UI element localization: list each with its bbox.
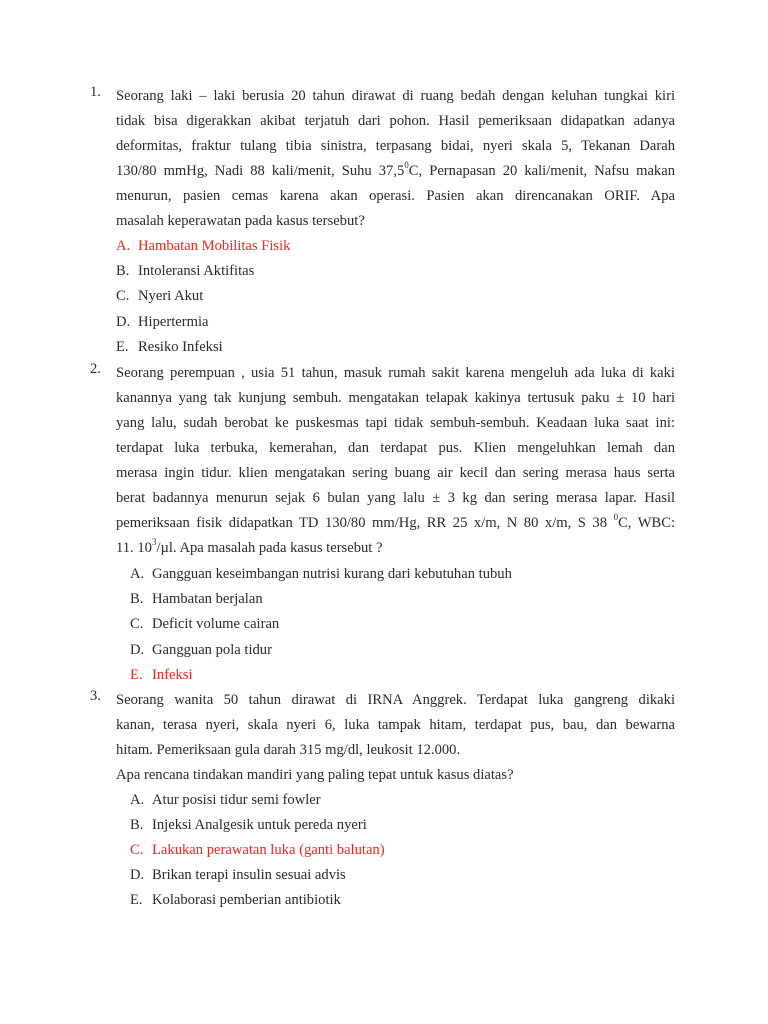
stem-line: tidak bisa digerakkan akibat terjatuh dari pohon. Hasil pemeriksaan didapatkan adanya (116, 113, 675, 129)
option-text: Gangguan keseimbangan nutrisi kurang dari kebutuhan tubuh (152, 566, 512, 582)
option-text: Atur posisi tidur semi fowler (152, 792, 321, 808)
option-letter: B. (130, 591, 144, 607)
stem-line: deformitas, fraktur tulang tibia sinistra, terpasang bidai, nyeri skala 5, Tekanan Darah (116, 138, 675, 154)
question-stem (116, 688, 675, 788)
option-text: Hambatan berjalan (152, 591, 263, 607)
option-c (116, 284, 203, 309)
option-d (116, 310, 209, 335)
question-stem (116, 84, 675, 234)
stem-line: terdapat luka terbuka, kemerahan, dan terdapat pus. Klien mengeluhkan lemah dan (116, 440, 675, 456)
option-b (116, 259, 254, 284)
stem-line: menurun, pasien cemas karena akan operasi. Pasien akan direncanakan ORIF. Apa (116, 188, 675, 204)
stem-line: 130/80 mmHg, Nadi 88 kali/menit, Suhu 37,5$^0$C, Pernapasan 20 kali/menit, Nafsu makan (116, 160, 675, 179)
option-letter: A. (116, 238, 131, 254)
option-letter: D. (130, 867, 145, 883)
option-b (130, 813, 367, 838)
option-e (116, 335, 223, 360)
option-text: Hambatan Mobilitas Fisik (138, 238, 291, 254)
stem-line: Seorang laki – laki berusia 20 tahun dirawat di ruang bedah dengan keluhan tungkai kiri (116, 88, 675, 104)
option-text: Hipertermia (138, 314, 209, 330)
option-d (130, 863, 346, 888)
option-letter: A. (130, 792, 145, 808)
option-text: Brikan terapi insulin sesuai advis (152, 867, 346, 883)
option-b (130, 587, 263, 612)
option-letter: D. (130, 642, 145, 658)
option-text: Injeksi Analgesik untuk pereda nyeri (152, 817, 367, 833)
question-number: 2. (90, 361, 101, 377)
option-d (130, 638, 272, 663)
stem-line: Seorang wanita 50 tahun dirawat di IRNA Anggrek. Terdapat luka gangreng dikaki (116, 692, 675, 708)
stem-line: masalah keperawatan pada kasus tersebut? (116, 213, 365, 229)
option-letter: E. (116, 339, 129, 355)
question-number: 1. (90, 84, 101, 100)
question-number: 3. (90, 688, 101, 704)
option-letter: B. (130, 817, 144, 833)
option-text: Infeksi (152, 667, 193, 683)
stem-line: pemeriksaan fisik didapatkan TD 130/80 mm/Hg, RR 25 x/m, N 80 x/m, S 38 $^0$C, WBC: (116, 512, 675, 531)
option-letter: C. (116, 288, 130, 304)
option-c (130, 612, 279, 637)
option-e (130, 888, 341, 913)
question-stem (116, 361, 675, 561)
option-letter: C. (130, 616, 144, 632)
superscript: 3 (151, 537, 157, 548)
stem-line: Apa rencana tindakan mandiri yang paling tepat untuk kasus diatas? (116, 767, 514, 783)
option-text: Nyeri Akut (138, 288, 204, 304)
option-a (116, 234, 290, 259)
option-letter: A. (130, 566, 145, 582)
option-a (130, 562, 512, 587)
option-text: Gangguan pola tidur (152, 642, 272, 658)
option-letter: E. (130, 892, 143, 908)
superscript: 0 (613, 512, 619, 523)
option-letter: B. (116, 263, 130, 279)
stem-line: kanan, terasa nyeri, skala nyeri 6, luka tampak hitam, terdapat pus, bau, dan bewarna (116, 717, 675, 733)
option-letter: C. (130, 842, 144, 858)
option-letter: D. (116, 314, 131, 330)
option-text: Resiko Infeksi (138, 339, 223, 355)
option-letter: E. (130, 667, 143, 683)
option-e (130, 663, 193, 688)
stem-line: berat badannya menurun sejak 6 bulan yang lalu ± 3 kg dan sering merasa lapar. Hasil (116, 490, 675, 506)
option-text: Lakukan perawatan luka (ganti balutan) (152, 842, 385, 858)
stem-line: 11. $10^3/\mu l$. Apa masalah pada kasus tersebut ? (116, 537, 383, 556)
option-text: Kolaborasi pemberian antibiotik (152, 892, 341, 908)
stem-line: kanannya yang tak kunjung sembuh. mengatakan telapak kakinya tertusuk paku ± 10 hari (116, 390, 675, 406)
stem-line: yang lalu, sudah berobat ke puskesmas tapi tidak sembuh-sembuh. Keadaan luka saat ini: (116, 415, 675, 431)
option-a (130, 788, 321, 813)
stem-line: Seorang perempuan , usia 51 tahun, masuk rumah sakit karena mengeluh ada luka di kaki (116, 365, 675, 381)
option-text: Intoleransi Aktifitas (138, 263, 255, 279)
superscript: 0 (404, 160, 409, 171)
stem-line: merasa ingin tidur. klien mengatakan sering buang air kecil dan sering merasa haus serta (116, 465, 675, 481)
option-c (130, 838, 385, 863)
option-text: Deficit volume cairan (152, 616, 280, 632)
stem-line: hitam. Pemeriksaan gula darah 315 mg/dl, leukosit 12.000. (116, 742, 461, 758)
